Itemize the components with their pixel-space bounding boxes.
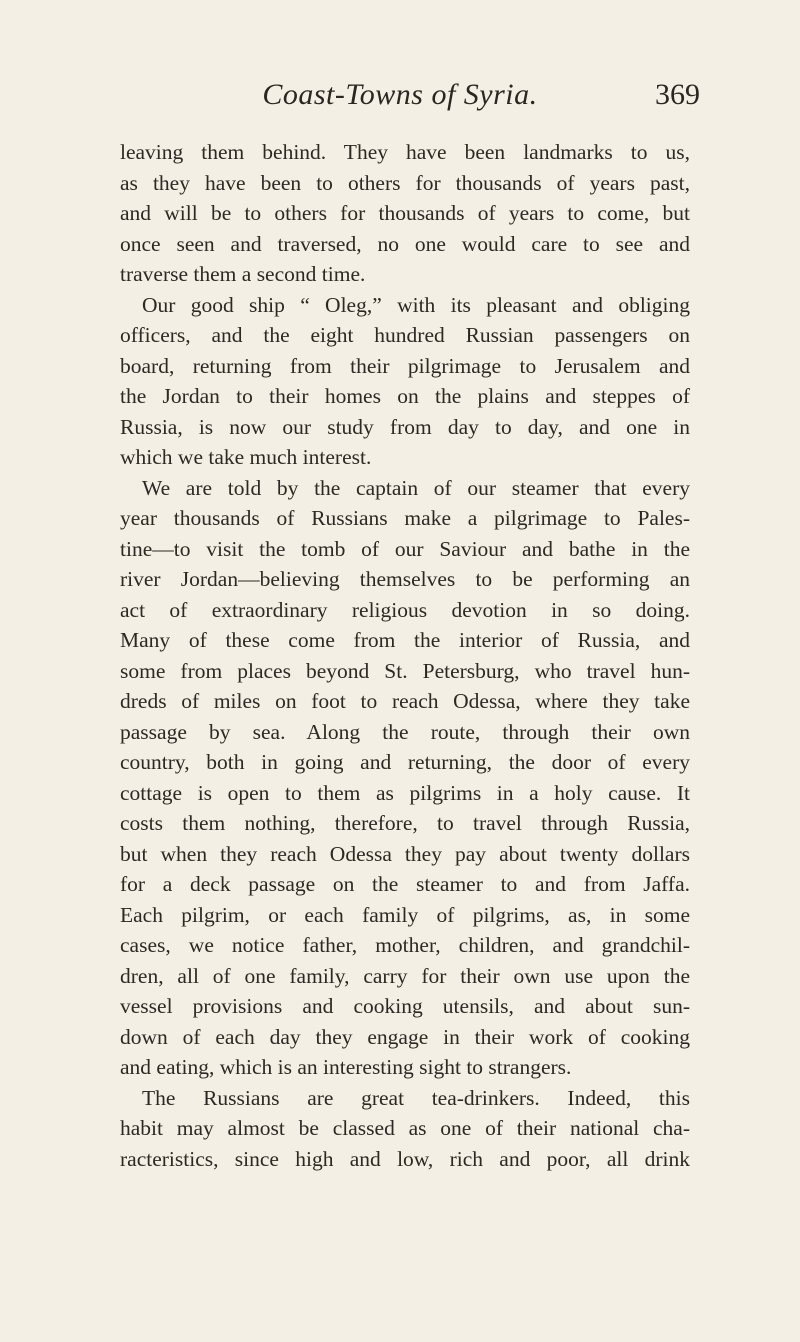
text-line: river Jordan—believing themselves to be performing an [120, 567, 690, 591]
text-line: board, returning from their pilgrimage to Jerusalem and [120, 353, 690, 378]
text-line: Each pilgrim, or each family of pilgrims, as, in some [120, 902, 690, 927]
text-line: Russia, is now our study from day to day, and one in [120, 414, 690, 439]
text-line: down of each day they engage in their work of cooking [120, 1024, 690, 1049]
text-line: but when they reach Odessa they pay about twenty dollars [120, 841, 690, 866]
text-line: tine—to visit the tomb of our Saviour and bathe in the [120, 536, 690, 561]
text-line: habit may almost be classed as one of their national cha- [120, 1116, 690, 1140]
text-line: cases, we notice father, mother, children, and grandchil- [120, 933, 690, 957]
text-line: officers, and the eight hundred Russian passengers on [120, 323, 690, 347]
text-line: vessel provisions and cooking utensils, and about sun- [120, 994, 690, 1018]
text-line: as they have been to others for thousands of years past, [120, 170, 690, 195]
text-line: racteristics, since high and low, rich and poor, all drink [120, 1146, 690, 1171]
text-line: once seen and traversed, no one would care to see and [120, 231, 690, 256]
text-line: for a deck passage on the steamer to and from Jaffa. [120, 872, 690, 896]
page-header [0, 78, 800, 122]
text-line: act of extraordinary religious devotion in so doing. [120, 597, 690, 622]
text-line: cottage is open to them as pilgrims in a holy cause. It [120, 780, 690, 805]
text-line: dreds of miles on foot to reach Odessa, where they take [120, 689, 690, 713]
text-line: traverse them a second time. [120, 262, 366, 286]
text-line: the Jordan to their homes on the plains and steppes of [120, 384, 690, 408]
text-line: year thousands of Russians make a pilgrimage to Pales- [120, 506, 690, 530]
text-line: and will be to others for thousands of years to come, but [120, 201, 690, 225]
text-line: We are told by the captain of our steamer that every [142, 475, 690, 500]
text-line: Many of these come from the interior of Russia, and [120, 628, 690, 652]
text-line: passage by sea. Along the route, through their own [120, 719, 690, 744]
running-title: Coast-Towns of Syria. [262, 78, 538, 111]
page-number: 369 [655, 78, 700, 111]
body-text [120, 137, 690, 1174]
text-line: leaving them behind. They have been landmarks to us, [120, 140, 690, 164]
text-line: costs them nothing, therefore, to travel through Russia, [120, 811, 690, 835]
text-line: Our good ship “ Oleg,” with its pleasant and obliging [142, 292, 690, 317]
text-line: dren, all of one family, carry for their own use upon the [120, 963, 690, 988]
text-line: some from places beyond St. Petersburg, who travel hun- [120, 658, 690, 683]
text-line: The Russians are great tea-drinkers. Indeed, this [142, 1085, 690, 1110]
text-line: and eating, which is an interesting sight to strangers. [120, 1055, 572, 1079]
text-line: country, both in going and returning, the door of every [120, 750, 690, 774]
text-line: which we take much interest. [120, 445, 372, 469]
